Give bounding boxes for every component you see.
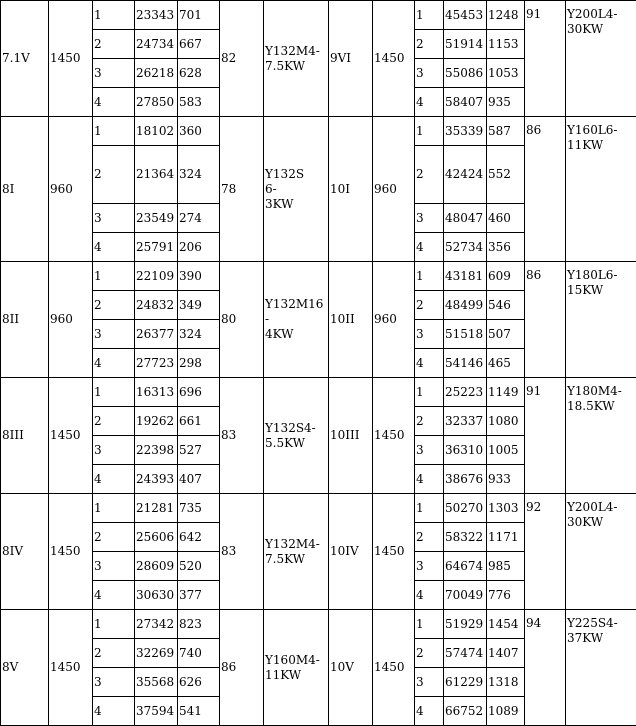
left-flow-cell: 19262: [135, 407, 178, 436]
left-point-no: 3: [93, 668, 135, 697]
right-point-no: 4: [415, 465, 444, 494]
left-flow-cell: 22398: [135, 436, 178, 465]
right-point-no: 2: [415, 407, 444, 436]
right-model-cell: 10III: [329, 378, 373, 494]
left-efficiency-cell: 82: [220, 1, 264, 117]
left-speed-cell: 960: [49, 117, 93, 262]
left-speed-cell: 1450: [49, 494, 93, 610]
right-flow-cell: 58407: [444, 88, 487, 117]
right-pressure-cell: 1303: [487, 494, 525, 523]
table-row: [1, 262, 636, 291]
right-speed-cell: 1450: [373, 378, 415, 494]
left-model-cell: 8V: [1, 610, 49, 726]
right-flow-cell: 61229: [444, 668, 487, 697]
right-flow-cell: 51518: [444, 320, 487, 349]
left-flow-cell: 27850: [135, 88, 178, 117]
left-model-cell: 8III: [1, 378, 49, 494]
right-efficiency-cell: 92: [525, 494, 566, 610]
right-pressure-cell: 933: [487, 465, 525, 494]
motor-spec-line: 15KW: [567, 283, 604, 297]
left-point-no: 4: [93, 697, 135, 726]
left-point-no: 2: [93, 30, 135, 59]
right-motor-cell: [566, 117, 636, 262]
right-point-no: 3: [415, 59, 444, 88]
left-pressure-cell: 696: [178, 378, 220, 407]
motor-spec-line: Y132M4-: [265, 43, 320, 58]
right-speed-cell: 960: [373, 117, 415, 262]
left-point-no: 4: [93, 349, 135, 378]
right-point-no: 1: [415, 378, 444, 407]
right-flow-cell: 52734: [444, 233, 487, 262]
right-pressure-cell: 609: [487, 262, 525, 291]
right-flow-cell: 45453: [444, 1, 487, 30]
right-pressure-cell: 1454: [487, 610, 525, 639]
left-point-no: 3: [93, 436, 135, 465]
left-speed-cell: 1450: [49, 610, 93, 726]
left-pressure-cell: 360: [178, 117, 220, 146]
right-point-no: 1: [415, 494, 444, 523]
motor-spec-line: Y132M4-: [265, 536, 320, 551]
right-model-cell: 10I: [329, 117, 373, 262]
motor-spec-line: 3KW: [265, 196, 294, 211]
left-pressure-cell: 407: [178, 465, 220, 494]
left-point-no: 4: [93, 88, 135, 117]
right-point-no: 4: [415, 88, 444, 117]
motor-spec-line: Y225S4-: [567, 616, 618, 630]
right-point-no: 3: [415, 668, 444, 697]
right-point-no: 2: [415, 291, 444, 320]
right-point-no: 4: [415, 697, 444, 726]
left-efficiency-cell: 78: [220, 117, 264, 262]
left-efficiency-cell: 83: [220, 378, 264, 494]
left-pressure-cell: 667: [178, 30, 220, 59]
table-row: [1, 1, 636, 30]
left-pressure-cell: 520: [178, 552, 220, 581]
right-flow-cell: 51929: [444, 610, 487, 639]
right-model-cell: 10IV: [329, 494, 373, 610]
right-pressure-cell: 1149: [487, 378, 525, 407]
right-point-no: 4: [415, 233, 444, 262]
right-point-no: 2: [415, 639, 444, 668]
motor-spec-line: 18.5KW: [567, 399, 615, 413]
left-flow-cell: 22109: [135, 262, 178, 291]
motor-spec-line: Y132S: [265, 166, 305, 181]
right-pressure-cell: 935: [487, 88, 525, 117]
left-point-no: 2: [93, 407, 135, 436]
left-point-no: 2: [93, 146, 135, 204]
left-pressure-cell: 324: [178, 320, 220, 349]
right-pressure-cell: 1407: [487, 639, 525, 668]
right-pressure-cell: 1080: [487, 407, 525, 436]
right-pressure-cell: 465: [487, 349, 525, 378]
table-body: [1, 1, 636, 726]
motor-spec-line: 5.5KW: [265, 435, 305, 450]
left-point-no: 3: [93, 204, 135, 233]
left-point-no: 2: [93, 523, 135, 552]
left-flow-cell: 37594: [135, 697, 178, 726]
right-flow-cell: 32337: [444, 407, 487, 436]
right-pressure-cell: 356: [487, 233, 525, 262]
left-motor-cell: [264, 117, 329, 262]
left-model-cell: 8I: [1, 117, 49, 262]
right-point-no: 2: [415, 523, 444, 552]
right-flow-cell: 43181: [444, 262, 487, 291]
left-flow-cell: 16313: [135, 378, 178, 407]
right-point-no: 4: [415, 581, 444, 610]
right-point-no: 1: [415, 262, 444, 291]
right-model-cell: 9VI: [329, 1, 373, 117]
left-flow-cell: 25791: [135, 233, 178, 262]
right-pressure-cell: 1005: [487, 436, 525, 465]
right-point-no: 3: [415, 204, 444, 233]
left-speed-cell: 1450: [49, 1, 93, 117]
left-flow-cell: 25606: [135, 523, 178, 552]
right-point-no: 3: [415, 552, 444, 581]
right-flow-cell: 42424: [444, 146, 487, 204]
table-row: [1, 117, 636, 146]
left-flow-cell: 27723: [135, 349, 178, 378]
left-pressure-cell: 324: [178, 146, 220, 204]
motor-spec-line: Y160L6-: [567, 123, 618, 137]
right-pressure-cell: 552: [487, 146, 525, 204]
left-point-no: 3: [93, 552, 135, 581]
motor-spec-line: 30KW: [567, 22, 604, 36]
right-flow-cell: 58322: [444, 523, 487, 552]
right-speed-cell: 1450: [373, 610, 415, 726]
motor-spec-line: Y180M4-: [567, 384, 622, 398]
motor-spec-line: 30KW: [567, 515, 604, 529]
right-pressure-cell: 1053: [487, 59, 525, 88]
left-point-no: 3: [93, 320, 135, 349]
left-flow-cell: 24832: [135, 291, 178, 320]
right-pressure-cell: 1248: [487, 1, 525, 30]
left-pressure-cell: 527: [178, 436, 220, 465]
right-speed-cell: 1450: [373, 494, 415, 610]
left-point-no: 4: [93, 465, 135, 494]
left-flow-cell: 23549: [135, 204, 178, 233]
left-flow-cell: 26218: [135, 59, 178, 88]
motor-spec-line: 7.5KW: [265, 58, 305, 73]
left-point-no: 2: [93, 291, 135, 320]
right-flow-cell: 35339: [444, 117, 487, 146]
right-efficiency-cell: 91: [525, 378, 566, 494]
left-efficiency-cell: 86: [220, 610, 264, 726]
left-point-no: 1: [93, 494, 135, 523]
left-pressure-cell: 298: [178, 349, 220, 378]
right-point-no: 1: [415, 610, 444, 639]
left-flow-cell: 18102: [135, 117, 178, 146]
left-pressure-cell: 661: [178, 407, 220, 436]
left-motor-cell: [264, 494, 329, 610]
table-row: [1, 494, 636, 523]
motor-spec-line: Y200L4-: [567, 7, 618, 21]
left-motor-cell: [264, 262, 329, 378]
right-point-no: 3: [415, 436, 444, 465]
right-pressure-cell: 460: [487, 204, 525, 233]
right-speed-cell: 960: [373, 262, 415, 378]
right-flow-cell: 48047: [444, 204, 487, 233]
left-point-no: 4: [93, 581, 135, 610]
left-motor-cell: [264, 610, 329, 726]
motor-spec-line: Y132S4-: [265, 420, 316, 435]
right-motor-cell: [566, 494, 636, 610]
right-speed-cell: 1450: [373, 1, 415, 117]
left-flow-cell: 27342: [135, 610, 178, 639]
left-efficiency-cell: 80: [220, 262, 264, 378]
left-point-no: 1: [93, 378, 135, 407]
right-flow-cell: 70049: [444, 581, 487, 610]
right-efficiency-cell: 86: [525, 117, 566, 262]
motor-spec-line: 6-: [265, 181, 277, 196]
left-flow-cell: 24734: [135, 30, 178, 59]
right-flow-cell: 25223: [444, 378, 487, 407]
right-point-no: 1: [415, 117, 444, 146]
left-pressure-cell: 740: [178, 639, 220, 668]
left-pressure-cell: 626: [178, 668, 220, 697]
right-point-no: 3: [415, 320, 444, 349]
motor-spec-line: 37KW: [567, 631, 604, 645]
left-point-no: 3: [93, 59, 135, 88]
left-speed-cell: 1450: [49, 378, 93, 494]
right-point-no: 4: [415, 349, 444, 378]
left-pressure-cell: 390: [178, 262, 220, 291]
left-pressure-cell: 349: [178, 291, 220, 320]
left-motor-cell: [264, 1, 329, 117]
right-motor-cell: [566, 610, 636, 726]
left-efficiency-cell: 83: [220, 494, 264, 610]
motor-spec-line: Y160M4-: [265, 652, 320, 667]
motor-spec-line: 7.5KW: [265, 551, 305, 566]
left-point-no: 1: [93, 610, 135, 639]
right-pressure-cell: 507: [487, 320, 525, 349]
right-flow-cell: 50270: [444, 494, 487, 523]
right-point-no: 1: [415, 1, 444, 30]
motor-spec-line: Y180L6-: [567, 268, 618, 282]
motor-spec-line: 11KW: [567, 138, 604, 152]
motor-spec-line: Y132M16-: [265, 297, 324, 326]
right-pressure-cell: 546: [487, 291, 525, 320]
right-model-cell: 10II: [329, 262, 373, 378]
right-pressure-cell: 1171: [487, 523, 525, 552]
right-motor-cell: [566, 262, 636, 378]
right-flow-cell: 66752: [444, 697, 487, 726]
left-pressure-cell: 735: [178, 494, 220, 523]
left-flow-cell: 26377: [135, 320, 178, 349]
left-flow-cell: 21364: [135, 146, 178, 204]
right-flow-cell: 51914: [444, 30, 487, 59]
left-pressure-cell: 541: [178, 697, 220, 726]
table-row: [1, 378, 636, 407]
right-point-no: 2: [415, 30, 444, 59]
right-flow-cell: 38676: [444, 465, 487, 494]
left-point-no: 1: [93, 262, 135, 291]
right-pressure-cell: 587: [487, 117, 525, 146]
right-point-no: 2: [415, 146, 444, 204]
left-flow-cell: 24393: [135, 465, 178, 494]
right-pressure-cell: 1318: [487, 668, 525, 697]
left-flow-cell: 28609: [135, 552, 178, 581]
left-model-cell: 8IV: [1, 494, 49, 610]
right-pressure-cell: 776: [487, 581, 525, 610]
left-flow-cell: 21281: [135, 494, 178, 523]
left-point-no: 4: [93, 233, 135, 262]
right-flow-cell: 55086: [444, 59, 487, 88]
table-row: [1, 610, 636, 639]
right-efficiency-cell: 94: [525, 610, 566, 726]
motor-spec-line: 4KW: [265, 327, 294, 341]
left-motor-cell: [264, 378, 329, 494]
left-flow-cell: 35568: [135, 668, 178, 697]
left-pressure-cell: 274: [178, 204, 220, 233]
right-motor-cell: [566, 378, 636, 494]
motor-spec-line: Y200L4-: [567, 500, 618, 514]
right-efficiency-cell: 91: [525, 1, 566, 117]
right-flow-cell: 64674: [444, 552, 487, 581]
left-pressure-cell: 701: [178, 1, 220, 30]
left-model-cell: 8II: [1, 262, 49, 378]
right-motor-cell: [566, 1, 636, 117]
motor-spec-line: 11KW: [265, 667, 302, 682]
left-pressure-cell: 377: [178, 581, 220, 610]
left-flow-cell: 32269: [135, 639, 178, 668]
left-model-cell: 7.1V: [1, 1, 49, 117]
right-efficiency-cell: 86: [525, 262, 566, 378]
left-pressure-cell: 583: [178, 88, 220, 117]
right-pressure-cell: 1153: [487, 30, 525, 59]
left-pressure-cell: 628: [178, 59, 220, 88]
right-model-cell: 10V: [329, 610, 373, 726]
left-point-no: 1: [93, 1, 135, 30]
right-flow-cell: 48499: [444, 291, 487, 320]
left-flow-cell: 23343: [135, 1, 178, 30]
right-flow-cell: 57474: [444, 639, 487, 668]
left-speed-cell: 960: [49, 262, 93, 378]
left-flow-cell: 30630: [135, 581, 178, 610]
right-flow-cell: 54146: [444, 349, 487, 378]
right-pressure-cell: 1089: [487, 697, 525, 726]
left-pressure-cell: 206: [178, 233, 220, 262]
left-pressure-cell: 642: [178, 523, 220, 552]
left-pressure-cell: 823: [178, 610, 220, 639]
left-point-no: 2: [93, 639, 135, 668]
right-flow-cell: 36310: [444, 436, 487, 465]
left-point-no: 1: [93, 117, 135, 146]
right-pressure-cell: 985: [487, 552, 525, 581]
